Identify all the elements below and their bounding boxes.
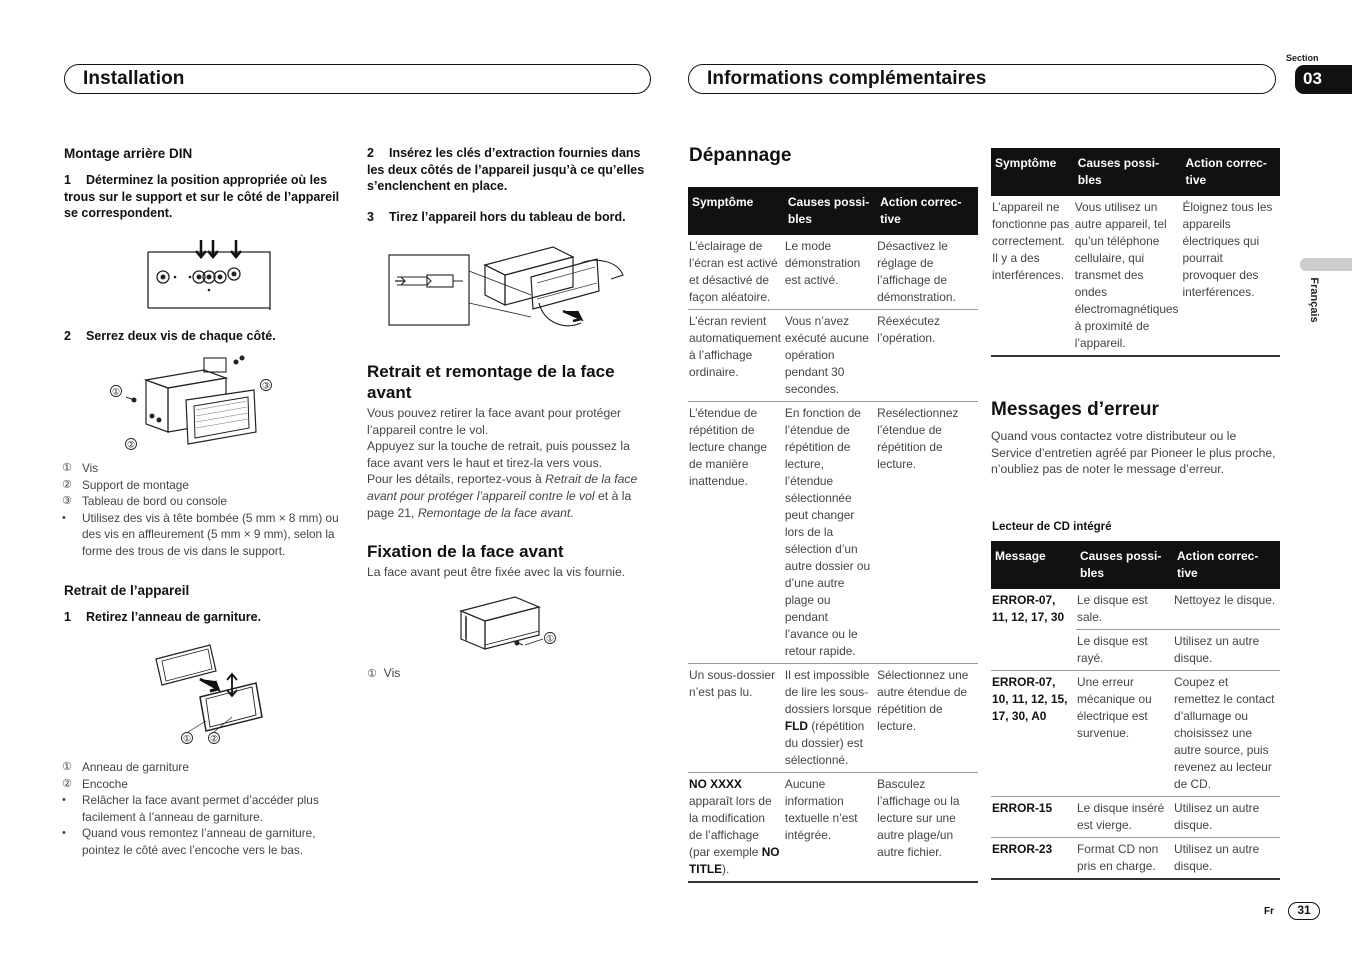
table-row: L’étendue de répétition de lecture change de manière inattendue. En fonction de l’étendue de répétition de lecture, l’étendue sélectionnée peut changer lors de la sélection d’un autre dossier ou d’une autre plage ou pendant l’avance ou le retour rapide. Resélectionnez l’étendue de répétition de lecture. (688, 402, 978, 664)
table-header: Message (991, 541, 1076, 589)
fig-mark-1: ① (545, 634, 555, 645)
legend-text: Vis (383, 665, 401, 680)
info-header (688, 64, 1276, 94)
paragraph-fixation: La face avant peut être fixée avec la vis fournie. (367, 565, 626, 580)
heading-retrait: Retrait de l’appareil (64, 582, 190, 598)
installation-title: Installation (83, 68, 185, 89)
list-item: ② Encoche (62, 776, 128, 791)
table-header: Causes possi-bles (1074, 148, 1182, 196)
installation-header (64, 64, 651, 94)
table-row: ERROR-07, 10, 11, 12, 15, 17, 30, A0 Une erreur mécanique ou électrique est survenue. Coupez et remettez le contact d’allumage ou choisissez une autre source, puis revenez au lecteur de CD. (991, 671, 1280, 797)
legend-fixation (367, 665, 653, 683)
table-header: Causes possi-bles (784, 187, 876, 235)
step-extract-3 (367, 209, 653, 226)
table-header-row (991, 541, 1280, 589)
table-row: ERROR-07, 11, 12, 17, 30 Le disque est sale. Nettoyez le disque. (991, 589, 1280, 630)
table-row: L’écran revient automatiquement à l’affichage ordinaire. Vous n’avez exécuté aucune opération pendant 30 secondes. Réexécutez l’opération. (688, 310, 978, 402)
table-row: ERROR-23 Format CD non pris en charge. Utilisez un autre disque. (991, 838, 1280, 880)
mounting-bracket-illustration (64, 354, 349, 454)
step-number: 2 (367, 146, 374, 160)
section-label: Section (1286, 53, 1319, 63)
heading-fixation: Fixation de la face avant (367, 542, 564, 562)
paragraph-messages: Quand vous contactez votre distributeur ou le Service d’entretien agréé par Pioneer le plus proche, n’oubliez pas de noter le message d’erreur. (991, 429, 1276, 477)
table-header-row (688, 187, 978, 235)
step-number: 3 (367, 209, 374, 224)
step-retrait-1 (64, 609, 349, 626)
step-number: 1 (64, 609, 71, 624)
table-header: Action correc-tive (1173, 541, 1280, 589)
legend-mark: ① (367, 667, 377, 680)
table-row: L’appareil ne fonctionne pas correctement. Il y a des interférences. Vous utilisez un autre appareil, tel qu’un téléphone cellulaire, qui transmet des ondes électromagnétiques à proximité de l’appareil. Éloignez tous les appareils électriques qui pourrait provoquer des interférences. (991, 196, 1280, 356)
table-header: Action correc-tive (1181, 148, 1280, 196)
list-item: ① Vis (62, 461, 99, 475)
footer-language: Fr (1264, 906, 1274, 917)
list-item: • Quand vous remontez l’anneau de garniture, pointez le côté avec l’encoche vers le bas. (62, 826, 316, 858)
depannage-table-continued (991, 148, 1280, 357)
fig-mark-1: ① (182, 734, 192, 745)
fig-mark-3: ③ (261, 381, 271, 392)
extraction-illustration (367, 239, 653, 339)
heading-retrait-face: Retrait et remontage de la face avant (367, 362, 615, 402)
fig-mark-2: ② (126, 440, 136, 451)
list-item: ① Anneau de garniture (62, 760, 189, 775)
table-header: Causes possi-bles (1076, 541, 1173, 589)
column-2 (367, 145, 653, 682)
heading-messages: Messages d’erreur (991, 399, 1159, 420)
din-bracket-illustration (64, 232, 349, 312)
step-text: Déterminez la position appropriée où les trous sur le support et sur le côté de l’appareil se correspondent. (64, 173, 340, 220)
heading-lecteur: Lecteur de CD intégré (992, 521, 1112, 533)
section-number: 03 (1295, 65, 1352, 94)
heading-depannage: Dépannage (689, 145, 792, 166)
table-row: Le disque est rayé. Utilisez un autre disque. (991, 630, 1280, 671)
trim-ring-illustration (64, 637, 349, 747)
table-header: Symptôme (688, 187, 784, 235)
step-text: Serrez deux vis de chaque côté. (86, 328, 276, 343)
step-montage-2 (64, 328, 349, 345)
heading-montage: Montage arrière DIN (64, 146, 193, 161)
table-header: Symptôme (991, 148, 1074, 196)
paragraph-retrait-3: Pour les détails, reportez-vous à Retrait de la face avant pour protéger l’appareil contre le vol et à la page 21, Remontage de la face avant. (367, 472, 638, 520)
step-text: Tirez l’appareil hors du tableau de bord. (389, 209, 626, 224)
list-item: ③ Tableau de bord ou console (62, 494, 227, 509)
table-row: L’éclairage de l’écran est activé et désactivé de façon aléatoire. Le mode démonstration est activé. Désactivez le réglage de l’affichage de démonstration. (688, 235, 978, 310)
list-item: • Utilisez des vis à tête bombée (5 mm × 8 mm) ou des vis en affleurement (5 mm × 9 mm), selon la forme des trous de vis dans le support. (62, 510, 339, 558)
column-1 (64, 145, 349, 859)
front-panel-screw-illustration (367, 591, 653, 661)
paragraph-retrait-2: Appuyez sur la touche de retrait, puis poussez la face avant vers le haut et tirez-la vers vous. (367, 439, 630, 470)
table-row: Un sous-dossier n’est pas lu. Il est impossible de lire les sous-dossiers lorsque FLD (répétition du dossier) est sélectionné. Sélectionnez une autre étendue de répétition de lecture. (688, 664, 978, 773)
legend-montage (44, 460, 349, 560)
list-item: ② Support de montage (62, 477, 189, 492)
step-extract-2 (367, 145, 653, 195)
step-number: 2 (64, 328, 71, 343)
depannage-table (688, 187, 978, 883)
step-montage-1 (64, 172, 349, 222)
fig-mark-2: ② (209, 734, 219, 745)
error-table (991, 541, 1280, 880)
step-text: Insérez les clés d’extraction fournies dans les deux côtés de l’appareil jusqu’à ce qu’elles s’enclenchent en place. (367, 146, 645, 193)
legend-retrait (44, 759, 349, 859)
step-text: Retirez l’anneau de garniture. (86, 609, 262, 624)
page-number: 31 (1288, 902, 1320, 920)
table-header-row (991, 148, 1280, 196)
info-title: Informations complémentaires (707, 68, 987, 89)
list-item: • Relâcher la face avant permet d’accéder plus facilement à l’anneau de garniture. (62, 793, 319, 824)
fig-mark-1: ① (111, 387, 121, 398)
table-row: ERROR-15 Le disque inséré est vierge. Utilisez un autre disque. (991, 797, 1280, 838)
step-number: 1 (64, 173, 71, 187)
table-row: NO XXXX apparaît lors de la modification de l’affichage (par exemple NO TITLE). Aucune information textuelle n’est intégrée. Basculez l’affichage ou la lecture sur une autre plage/un autre fichier. (688, 773, 978, 883)
table-header: Action correc-tive (876, 187, 978, 235)
paragraph-retrait-1: Vous pouvez retirer la face avant pour protéger l’appareil contre le vol. (367, 406, 622, 437)
language-label: Français (1308, 277, 1320, 323)
